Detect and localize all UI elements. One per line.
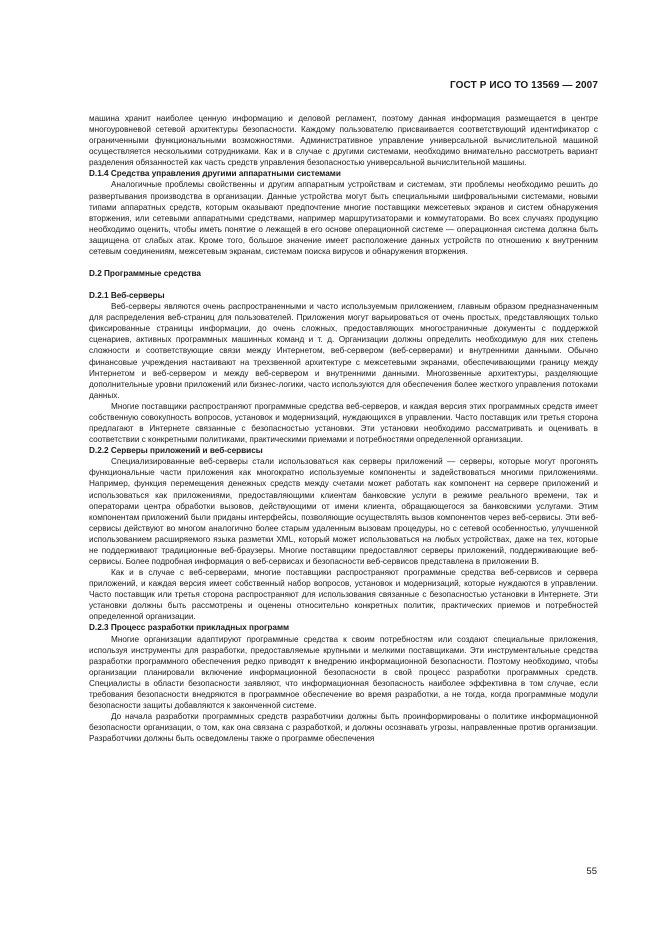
section-heading: D.2.1 Веб-серверы <box>89 291 165 301</box>
section-heading: D.2.3 Процесс разработки прикладных программ <box>89 623 290 633</box>
paragraph: Многие организации адаптируют программные средства к своим потребностям или создают специальные приложения, используя инструменты для разработки, предоставляемые крупными и мелкими поставщиками. Эти инструментальные средства разработки программного обеспечения редко приводят к внедрению информационной безопасности. Поэтому необходимо, чтобы организации планировали включение информационной безопасности в свой процесс разработки программных средств. Специалисты в области безопасности заявляют, что информационная безопасность наиболее эффективна в том случае, если требования безопасности внедряются в программное обеспечение во время разработки, а не тогда, когда программные модули безопасности защиты добавляются к законченной системе. <box>89 634 598 710</box>
paragraph: До начала разработки программных средств разработчики должны быть проинформированы о политике информационной безопасности организации, о том, как она связана с разработкой, и должны осознавать угрозы, направленные против организации. Разработчики должны быть осведомлены также о программе обеспечения <box>89 712 598 744</box>
paragraph: Веб-серверы являются очень распространенными и часто используемым приложением, главным образом предназначенным для распределения веб-страниц для пользователей. Приложения могут варьироваться от очень простых, представляющих только фиксированные страницы информации, до очень сложных, предоставляющих многостраничные документы с поддержкой сценариев, активных программных машинных команд и т. д. Организации должны определить необходимую для них степень сложности и соответствующие связи между Интернетом, веб-сервером (веб-серверами) и внутренними данными. Обычно финансовые учреждения настаивают на трехзвенной архитектуре с межсетевыми экранами, обеспечивающими границу между Интернетом и веб-сервером и между веб-сервером и внутренними данными. Многозвенные архитектуры, разделяющие дополнительные уровни приложений или бизнес-логики, часто используются для обеспечения более жесткого управления потоками данных. <box>89 302 598 400</box>
document-header: ГОСТ Р ИСО ТО 13569 — 2007 <box>450 80 598 91</box>
spacer <box>89 257 598 268</box>
paragraph: Многие поставщики распространяют программные средства веб-серверов, и каждая версия этих программных средств имеет собственную совокупность вопросов, установок и модернизаций, нуждающихся в управлении. Часто поставщик или третья сторона предлагают в Интернете связанные с безопасностью установки. Эти установки необходимо рассматривать и оценивать в соответствии с конкретными политиками, практическими приемами и потребностями определенной организации. <box>89 401 598 445</box>
section-heading: D.2 Программные средства <box>89 269 201 279</box>
section-heading: D.1.4 Средства управления другими аппаратными системами <box>89 169 341 179</box>
paragraph: машина хранит наиболее ценную информацию и деловой регламент, поэтому данная информация размещается в центре многоуровневой сетевой архитектуры безопасности. Каждому пользователю присваивается соответствующий идентификатор с ограниченными функциональными возможностями. Административное управление универсальной вычислительной машиной осуществляется несколькими сотрудниками. Как и в случае с другими системами, необходимо внимательно рассмотреть вариант разделения обязанностей как часть средств управления безопасностью универсальной вычислительной машины. <box>89 114 598 168</box>
section-heading: D.2.2 Серверы приложений и веб-сервисы <box>89 446 263 456</box>
spacer <box>89 279 598 290</box>
document-body <box>89 113 598 744</box>
paragraph: Аналогичные проблемы свойственны и другим аппаратным устройствам и системам, эти проблемы необходимо решить до развертывания производства в организации. Данные устройства могут быть специальными шифровальными системами, новыми типами аппаратных средств, которым оказывают предпочтение многие поставщики межсетевых экранов и систем обнаружения вторжения, или сетевыми аппаратными средствами, например маршрутизаторами и коммутаторами. Во всех случаях продукцию необходимо оценить, чтобы иметь понятие о лежащей в его основе операционной системе — операционная система должна быть защищена от слабых атак. Кроме того, большое значение имеет расположение данных устройств по отношению к внутренним сетевым соединениям, межсетевым экранам, системам поиска вирусов и обнаружения вторжения. <box>89 180 598 256</box>
page-number: 55 <box>586 866 597 877</box>
paragraph: Специализированные веб-серверы стали использоваться как серверы приложений — серверы, которые могут прогонять функциональные части приложения как многократно используемые компоненты и задействоваться многими приложениями. Например, функция перемещения денежных средств между счетами может работать как компонент на сервере приложений и использоваться как приложениями, предоставляющими клиентам банковские услуги в режиме реального времени, так и операторами центра обработки вызовов, действующими от имени клиента, обращающегося за банковскими услугами. Этим компонентам приложений были приданы интерфейсы, позволяющие осуществлять вызов компонентов через веб-сервисы. Эти веб-сервисы действуют во многом аналогично более старым удаленным вызовам процедуры, но с сетевой особенностью, улучшенной использованием расширяемого языка разметки XML, который может использоваться на любых устройствах, даже на тех, которые не поддерживают традиционные веб-браузеры. Многие поставщики предоставляют серверы приложений, поддерживающие веб-сервисы. Более подробная информация о веб-сервисах и безопасности веб-сервисов представлена в приложении В. <box>89 457 598 566</box>
paragraph: Как и в случае с веб-серверами, многие поставщики распространяют программные средства веб-сервисов и сервера приложений, и каждая версия имеет собственный набор вопросов, установок и модернизаций, которые нуждаются в управлении. Часто поставщик или третья сторона распространяют для использования связанные с безопасностью установки в Интернете. Эти установки должны быть рассмотрены и оценены относительно конкретных политик, практических приемов и потребностей определенной организации. <box>89 568 598 622</box>
